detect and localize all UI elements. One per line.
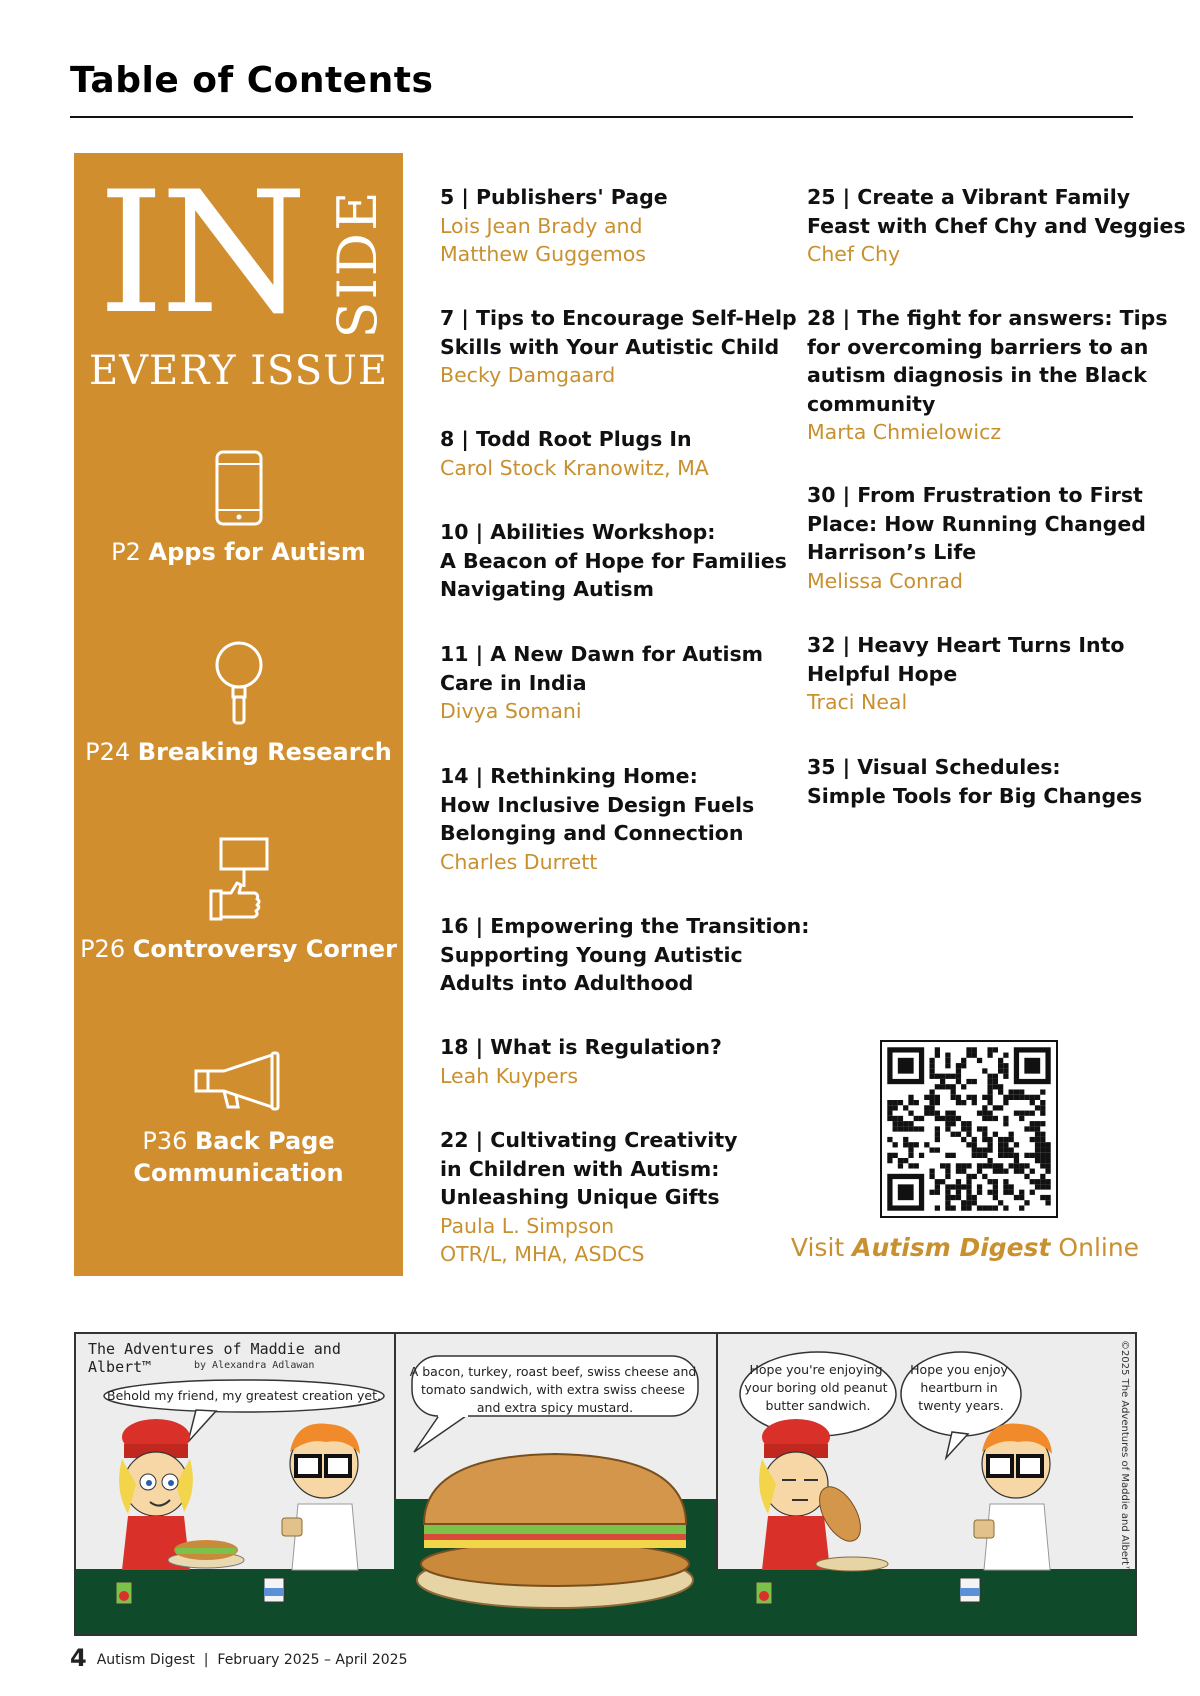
page-footer <box>70 1644 408 1672</box>
toc-entry-title-line: 28 | The fight for answers: Tips <box>807 306 1168 330</box>
toc-entry-title-line: in Children with Autism: <box>440 1156 720 1181</box>
toc-entry-title-line: Helpful Hope <box>807 661 958 686</box>
megaphone-icon <box>194 1051 284 1115</box>
phone-icon <box>214 450 264 526</box>
toc-entry-author-line: Charles Durrett <box>440 849 598 874</box>
magnifier-icon <box>212 640 266 726</box>
inside-big-letters: IN <box>98 155 304 351</box>
visit-suffix: Online <box>1058 1233 1140 1262</box>
toc-entry[interactable] <box>440 518 787 604</box>
issue-dates: February 2025 – April 2025 <box>217 1652 408 1668</box>
feature-breaking-research[interactable] <box>74 640 403 768</box>
panel-3-art <box>716 1334 1135 1634</box>
feature-page: P24 <box>85 738 131 766</box>
toc-entry-title-line: 10 | Abilities Workshop: <box>440 520 716 544</box>
comic-panel-3 <box>716 1334 1135 1634</box>
toc-entry-title-line: Care in India <box>440 670 587 695</box>
toc-entry-title-line: A Beacon of Hope for Families <box>440 548 787 573</box>
toc-entry-author-line: Paula L. Simpson <box>440 1213 615 1238</box>
toc-entry-author-line: Marta Chmielowicz <box>807 420 1002 444</box>
toc-entry[interactable] <box>440 640 763 726</box>
panel-3-left-bubble-text: Hope you're enjoying your boring old peanut butter sandwich. <box>744 1362 888 1413</box>
toc-entry[interactable] <box>440 425 709 482</box>
feature-name-line2: Communication <box>133 1159 344 1187</box>
feature-page: P2 <box>111 538 141 566</box>
toc-entry-title-line: 11 | A New Dawn for Autism <box>440 642 764 666</box>
toc-entry-title-line: 16 | Empowering the Transition: <box>440 914 810 938</box>
toc-entry-author-line: Carol Stock Kranowitz, MA <box>440 455 709 480</box>
toc-entry[interactable] <box>440 183 668 269</box>
toc-entry-title-line: community <box>807 391 936 416</box>
toc-entry-author-line: Becky Damgaard <box>440 363 616 387</box>
panel-1-bubble-text: Behold my friend, my greatest creation yet. <box>107 1388 381 1403</box>
toc-entry-title-line: Adults into Adulthood <box>440 971 694 995</box>
toc-entry-title-line: 32 | Heavy Heart Turns Into <box>807 633 1125 657</box>
feature-name: Apps for Autism <box>148 538 366 566</box>
feature-label <box>74 1125 403 1189</box>
toc-entry[interactable] <box>807 481 1146 595</box>
toc-entry-author-line: Leah Kuypers <box>440 1063 579 1088</box>
toc-entry-title-line: Simple Tools for Big Changes <box>807 783 1143 808</box>
toc-entry-title-line: 14 | Rethinking Home: <box>440 764 698 788</box>
title-rule <box>70 116 1133 118</box>
toc-entry-author-line: Chef Chy <box>807 242 901 266</box>
feature-name-line1: Back Page <box>195 1127 335 1155</box>
toc-entry[interactable] <box>440 304 797 390</box>
toc-entry-title-line: 18 | What is Regulation? <box>440 1035 722 1059</box>
toc-entry[interactable] <box>440 912 809 998</box>
toc-entry-title-line: 22 | Cultivating Creativity <box>440 1128 738 1152</box>
toc-entry-title-line: How Inclusive Design Fuels <box>440 792 755 817</box>
every-issue-label: EVERY ISSUE <box>88 348 389 394</box>
toc-entry[interactable] <box>440 1126 737 1269</box>
toc-entry-title-line: for overcoming barriers to an <box>807 334 1149 359</box>
toc-entry-title-line: 35 | Visual Schedules: <box>807 755 1061 779</box>
comic-byline: by Alexandra Adlawan <box>194 1360 315 1371</box>
toc-entry[interactable] <box>807 631 1124 717</box>
publication-name: Autism Digest <box>96 1652 195 1668</box>
toc-entry-title-line: 7 | Tips to Encourage Self-Help <box>440 306 797 330</box>
panel-2-art <box>394 1334 716 1634</box>
page-title: Table of Contents <box>70 60 434 101</box>
toc-entry-title-line: Navigating Autism <box>440 577 654 601</box>
panel-1-art <box>76 1334 394 1634</box>
feature-page: P26 <box>80 935 126 963</box>
feature-controversy-corner[interactable] <box>74 837 403 965</box>
feature-apps-for-autism[interactable] <box>74 450 403 568</box>
feature-name: Controversy Corner <box>132 935 397 963</box>
feature-page: P36 <box>142 1127 188 1155</box>
comic-panel-2 <box>394 1334 718 1634</box>
comic-copyright: ©2025 The Adventures of Maddie and Albert™ <box>1119 1340 1130 1576</box>
visit-brand: Autism Digest <box>852 1233 1051 1262</box>
inside-side-letters: SIDE <box>326 189 389 339</box>
toc-entry[interactable] <box>807 183 1186 269</box>
toc-entry-title-line: Skills with Your Autistic Child <box>440 334 780 359</box>
visit-online-label[interactable] <box>770 1233 1160 1262</box>
toc-entry[interactable] <box>807 304 1168 447</box>
visit-prefix: Visit <box>790 1233 845 1262</box>
thumbs-up-sign-icon <box>209 837 269 923</box>
toc-entry-title-line: 8 | Todd Root Plugs In <box>440 427 692 451</box>
comic-panel-1 <box>76 1334 396 1634</box>
qr-code-image[interactable] <box>880 1040 1058 1218</box>
toc-entry-title-line: Supporting Young Autistic <box>440 942 743 967</box>
toc-entry-author-line: Traci Neal <box>807 690 908 714</box>
panel-2-bubble-text: A bacon, turkey, roast beef, swiss cheese and tomato sandwich, with extra swiss cheese and extra spicy mustard. <box>409 1364 697 1415</box>
toc-entry-title-line: Harrison’s Life <box>807 540 977 564</box>
toc-entry-title-line: Unleashing Unique Gifts <box>440 1185 720 1209</box>
toc-entry-title-line: Belonging and Connection <box>440 821 744 845</box>
page-number: 4 <box>70 1644 87 1672</box>
toc-entry-author-line: Lois Jean Brady and <box>440 213 643 238</box>
toc-entry-author-line: Melissa Conrad <box>807 568 963 593</box>
panel-3-right-bubble-text: Hope you enjoy heartburn in twenty years. <box>910 1362 1008 1413</box>
footer-separator: | <box>203 1652 209 1668</box>
toc-entry-title-line: Place: How Running Changed <box>807 511 1146 536</box>
feature-name: Breaking Research <box>137 738 392 766</box>
comic-title: The Adventures of Maddie and Albert™ <box>88 1340 341 1376</box>
toc-entry-author-line: Matthew Guggemos <box>440 242 646 266</box>
toc-entry[interactable] <box>807 753 1142 810</box>
comic-strip <box>74 1332 1137 1636</box>
toc-entry-title-line: 25 | Create a Vibrant Family <box>807 185 1131 209</box>
toc-entry-author-line: OTR/L, MHA, ASDCS <box>440 1242 645 1266</box>
inside-every-issue-sidebar <box>74 153 403 1276</box>
toc-entry-title-line: autism diagnosis in the Black <box>807 363 1147 387</box>
toc-entry-title-line: 30 | From Frustration to First <box>807 483 1143 507</box>
toc-entry-title-line: Feast with Chef Chy and Veggies <box>807 213 1186 238</box>
toc-entry-author-line: Divya Somani <box>440 699 582 723</box>
toc-entry-title-line: 5 | Publishers' Page <box>440 185 668 209</box>
toc-entry[interactable] <box>440 762 754 876</box>
feature-back-page-communication[interactable] <box>74 1051 403 1189</box>
toc-entry[interactable] <box>440 1033 722 1090</box>
